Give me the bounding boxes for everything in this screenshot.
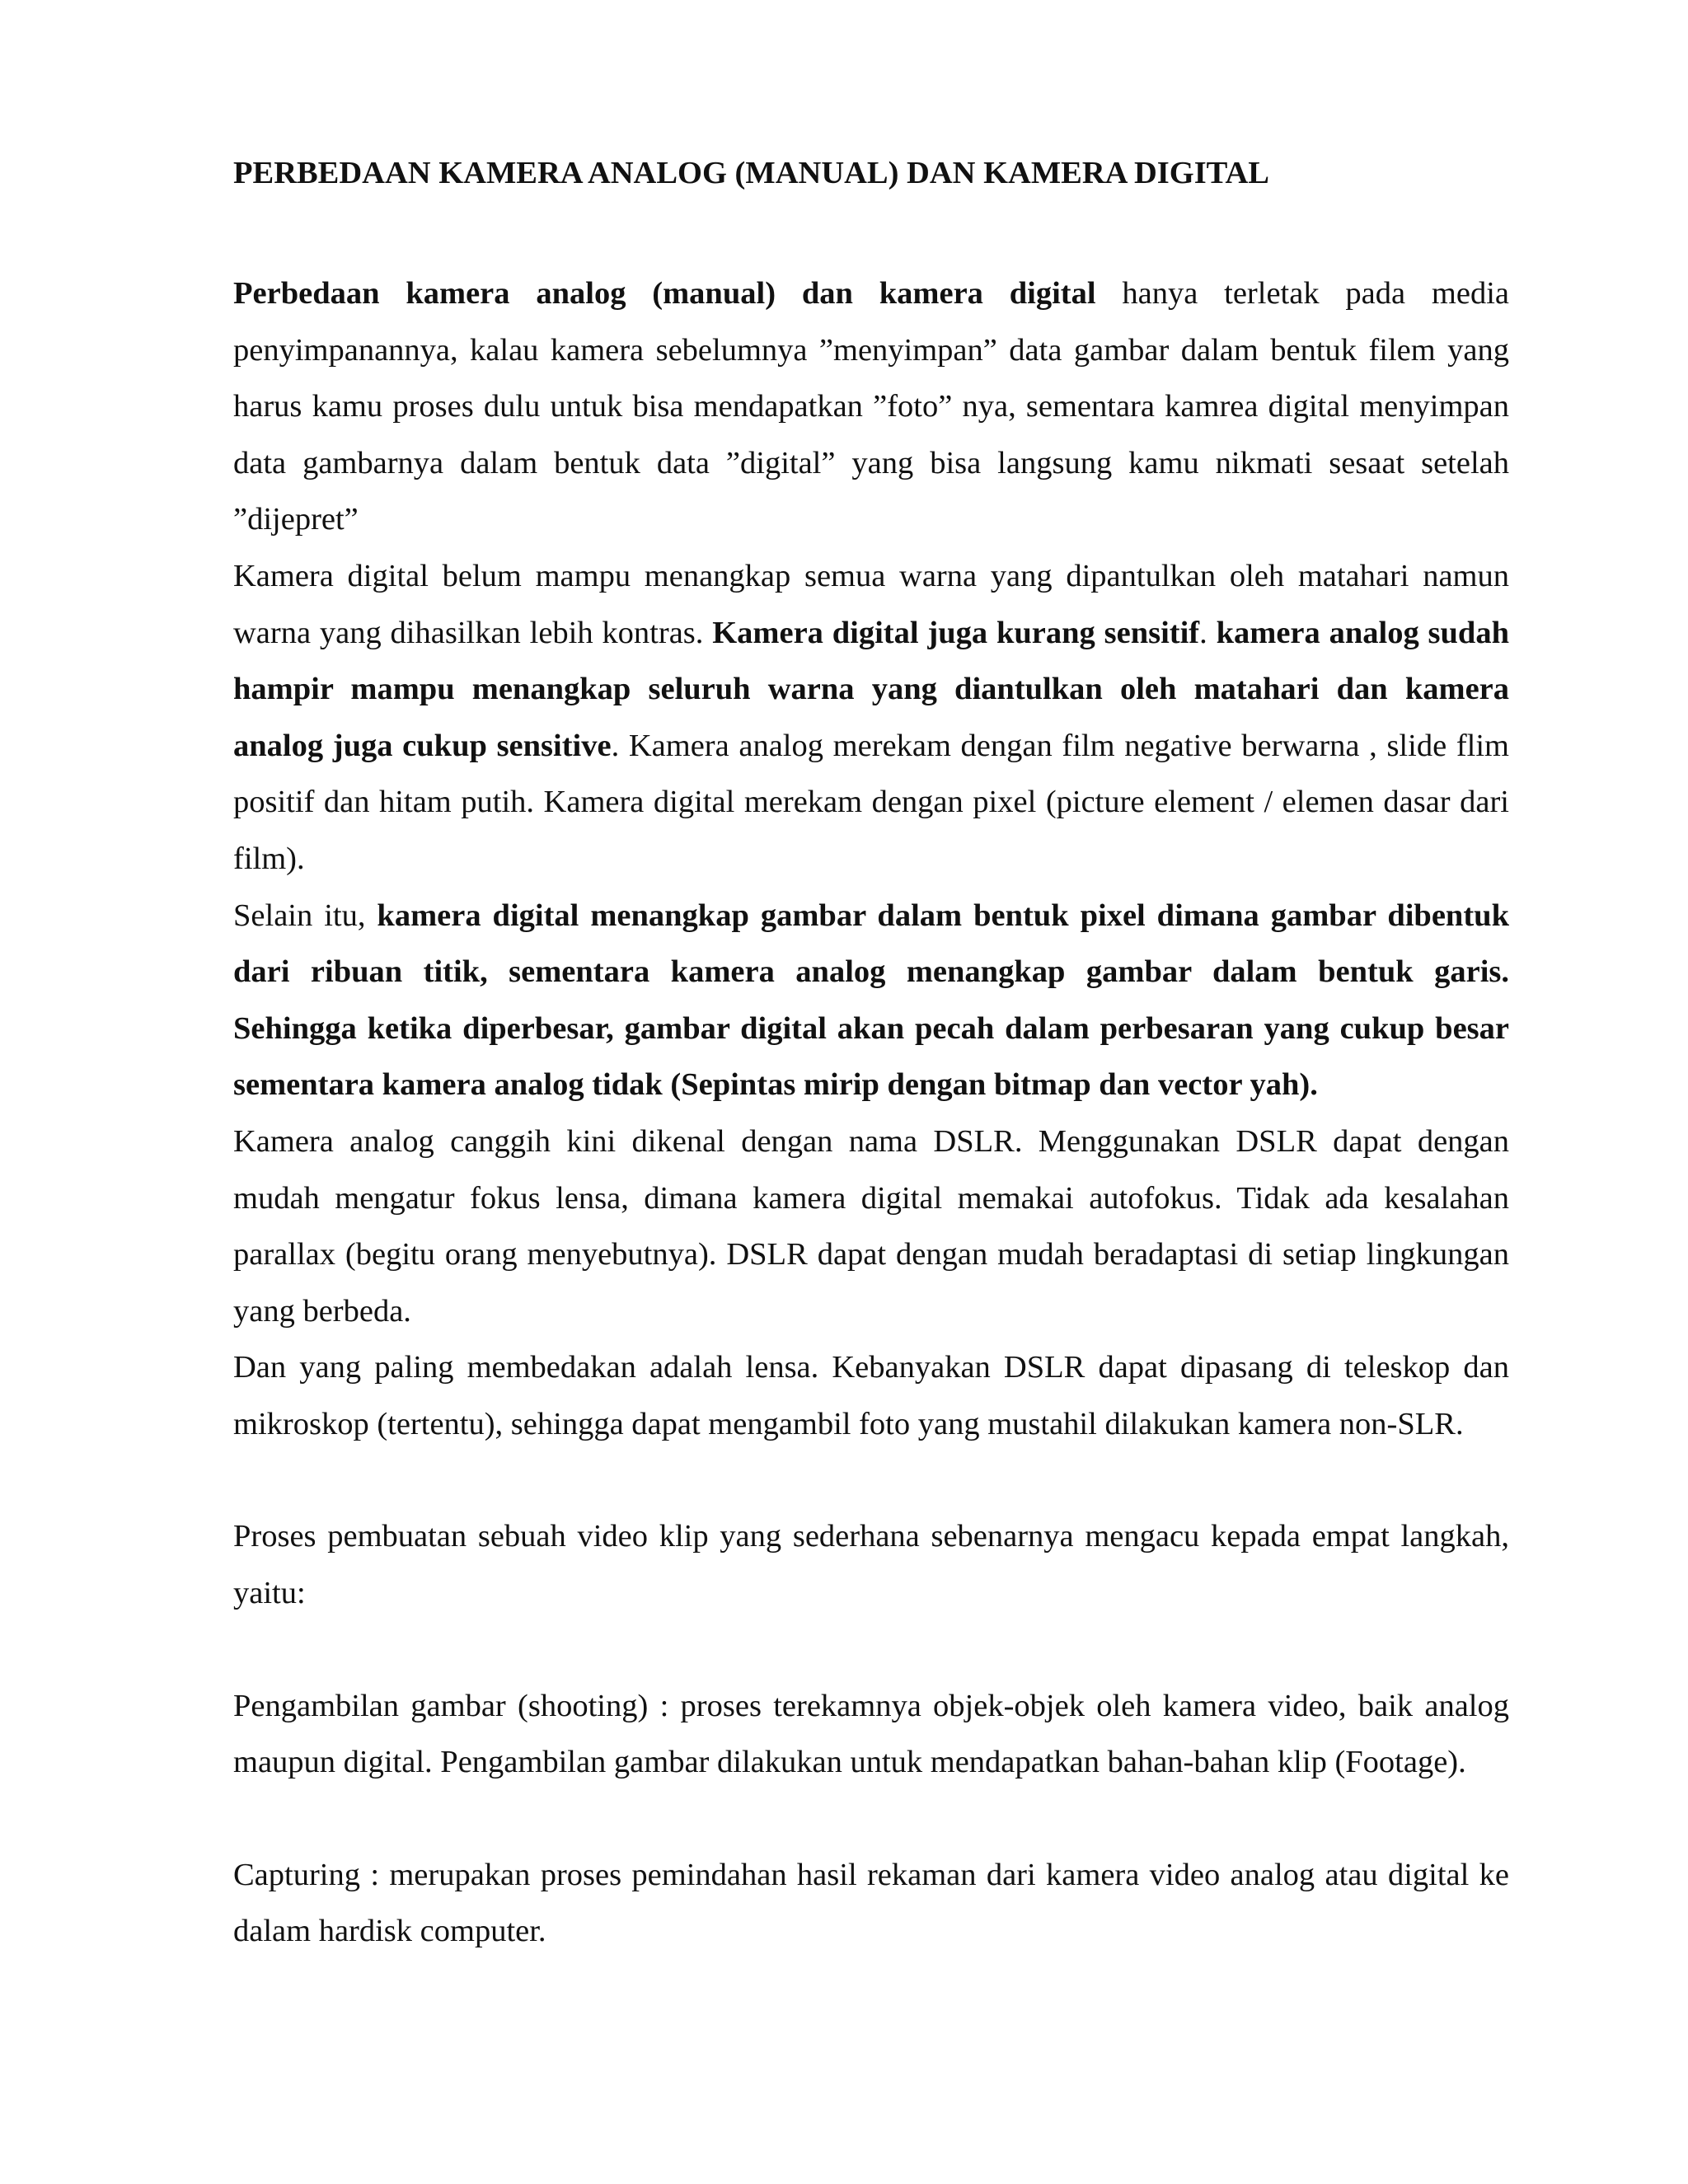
body-text: Selain itu, — [233, 898, 377, 933]
paragraph-pengambilan-gambar: Pengambilan gambar (shooting) : proses terekamnya objek-objek oleh kamera video, baik analog maupun digital. Pengambilan gambar dilakukan untuk mendapatkan bahan-bahan klip (Footage). — [233, 1688, 1509, 1780]
paragraph-capturing: Capturing : merupakan proses pemindahan hasil rekaman dari kamera video analog atau digital ke dalam hardisk computer. — [233, 1857, 1509, 1949]
body-text: . Kamera analog merekam dengan film negative berwarna , slide flim positif dan hitam putih. Kamera digital merekam dengan pixel (picture element / elemen dasar dari film). — [233, 728, 1509, 876]
paragraph-warna — [233, 548, 1509, 888]
document-title: PERBEDAAN KAMERA ANALOG (MANUAL) DAN KAMERA DIGITAL — [233, 156, 1269, 190]
bold-text: kamera digital menangkap gambar dalam bentuk pixel dimana gambar dibentuk dari ribuan titik, sementara kamera analog menangkap gambar dalam bentuk garis. Sehingga ketika diperbesar, gambar digital akan pecah dalam perbesaran yang cukup besar sementara kamera analog tidak (Sepintas mirip dengan bitmap dan vector yah). — [233, 898, 1509, 1103]
body-text: . — [1199, 615, 1217, 650]
bold-text: Perbedaan kamera analog (manual) dan kamera digital — [233, 276, 1096, 311]
paragraph-dslr: Kamera analog canggih kini dikenal dengan nama DSLR. Menggunakan DSLR dapat dengan mudah mengatur fokus lensa, dimana kamera digital memakai autofokus. Tidak ada kesalahan parallax (begitu orang menyebutnya). DSLR dapat dengan mudah beradaptasi di setiap lingkungan yang berbeda. — [233, 1123, 1509, 1329]
document-body — [233, 153, 1509, 1960]
bold-text: kamera analog sudah hampir mampu menangkap seluruh warna yang diantulkan oleh matahari dan kamera analog juga cukup sensitive — [233, 615, 1509, 763]
body-text: hanya terletak pada media penyimpanannya, kalau kamera sebelumnya ”menyimpan” data gambar dalam bentuk filem yang harus kamu proses dulu untuk bisa mendapatkan ”foto” nya, sementara kamrea digital menyimpan data gambarnya dalam bentuk data ”digital” yang bisa langsung kamu nikmati sesaat setelah ”dijepret” — [233, 276, 1509, 537]
paragraph-pixel — [233, 888, 1509, 1113]
body-text: Kamera digital belum mampu menangkap semua warna yang dipantulkan oleh matahari namun warna yang dihasilkan lebih kontras. — [233, 558, 1509, 650]
bold-text: Kamera digital juga kurang sensitif — [712, 615, 1200, 650]
paragraph-perbedaan — [233, 265, 1509, 548]
paragraph-lensa: Dan yang paling membedakan adalah lensa. Kebanyakan DSLR dapat dipasang di teleskop dan mikroskop (tertentu), sehingga dapat mengambil foto yang mustahil dilakukan kamera non-SLR. — [233, 1350, 1509, 1441]
paragraph-proses: Proses pembuatan sebuah video klip yang sederhana sebenarnya mengacu kepada empat langkah, yaitu: — [233, 1519, 1509, 1611]
